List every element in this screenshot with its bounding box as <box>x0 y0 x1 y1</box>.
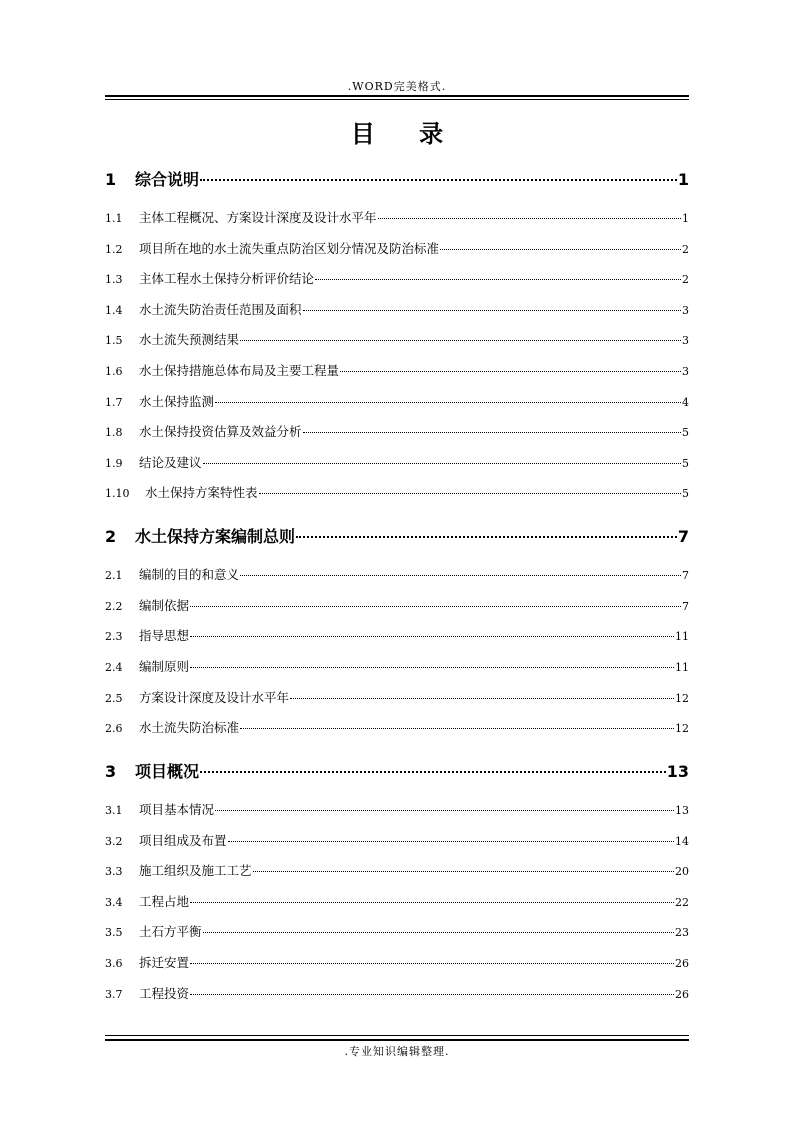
toc-entry-number: 1.5 <box>105 334 123 347</box>
toc-entry-label: 方案设计深度及设计水平年 <box>139 690 290 705</box>
toc-dot-leader <box>296 536 677 538</box>
toc-entry-label: 指导思想 <box>139 628 190 643</box>
toc-entry-label: 工程投资 <box>139 986 190 1001</box>
toc-section-entry[interactable] <box>105 330 689 348</box>
toc-dot-leader <box>215 402 681 403</box>
toc-entry-label: 综合说明 <box>135 170 200 189</box>
toc-entry-label: 水土保持措施总体布局及主要工程量 <box>139 363 340 378</box>
toc-section-entry[interactable] <box>105 984 689 1002</box>
toc-section-entry[interactable] <box>105 300 689 318</box>
toc-entry-number: 3 <box>105 762 117 781</box>
toc-entry-label: 工程占地 <box>139 894 190 909</box>
toc-entry-label: 水土流失防治责任范围及面积 <box>139 302 302 317</box>
toc-dot-leader <box>315 279 681 280</box>
header-rule-thin <box>105 99 689 100</box>
toc-entry-label: 土石方平衡 <box>139 924 202 939</box>
toc-dot-leader <box>228 841 674 842</box>
toc-entry-number: 2 <box>105 527 117 546</box>
toc-entry-label: 结论及建议 <box>139 455 202 470</box>
toc-entry-page-number: 7 <box>682 600 689 613</box>
toc-section-entry[interactable] <box>105 565 689 583</box>
toc-dot-leader <box>200 771 666 773</box>
toc-chapter-entry[interactable] <box>105 167 689 190</box>
toc-entry-number: 3.6 <box>105 957 123 970</box>
toc-section-entry[interactable] <box>105 596 689 614</box>
toc-entry-page-number: 3 <box>682 304 689 317</box>
toc-section-entry[interactable] <box>105 626 689 644</box>
toc-dot-leader <box>190 636 674 637</box>
toc-entry-page-number: 1 <box>677 170 689 189</box>
toc-dot-leader <box>200 179 677 181</box>
toc-section-entry[interactable] <box>105 922 689 940</box>
toc-section-entry[interactable] <box>105 453 689 471</box>
toc-dot-leader <box>240 340 681 341</box>
toc-section-entry[interactable] <box>105 800 689 818</box>
toc-entry-label: 施工组织及施工工艺 <box>139 863 252 878</box>
toc-entry-number: 3.4 <box>105 896 123 909</box>
toc-entry-number: 3.3 <box>105 865 123 878</box>
toc-entry-page-number: 14 <box>675 835 689 848</box>
toc-entry-number: 3.1 <box>105 804 123 817</box>
toc-dot-leader <box>190 902 674 903</box>
toc-entry-label: 主体工程水土保持分析评价结论 <box>139 271 315 286</box>
toc-section-entry[interactable] <box>105 239 689 257</box>
page-header: .WORD完美格式. <box>347 80 447 93</box>
toc-dot-leader <box>190 994 674 995</box>
toc-dot-leader <box>240 575 681 576</box>
toc-entry-page-number: 23 <box>675 926 689 939</box>
toc-entry-label: 水土保持方案编制总则 <box>135 527 296 546</box>
toc-entry-page-number: 3 <box>682 334 689 347</box>
toc-dot-leader <box>290 698 674 699</box>
toc-entry-page-number: 22 <box>675 896 689 909</box>
toc-entry-number: 3.5 <box>105 926 123 939</box>
toc-dot-leader <box>190 963 674 964</box>
footer-rule-thick <box>105 1039 689 1041</box>
toc-section-entry[interactable] <box>105 688 689 706</box>
toc-section-entry[interactable] <box>105 392 689 410</box>
toc-entry-number: 1.7 <box>105 396 123 409</box>
toc-entry-number: 2.3 <box>105 630 123 643</box>
page-footer: .专业知识编辑整理. <box>344 1045 450 1058</box>
header-rule-thick <box>105 95 689 97</box>
toc-section-entry[interactable] <box>105 718 689 736</box>
toc-dot-leader <box>378 218 681 219</box>
toc-entry-page-number: 26 <box>675 957 689 970</box>
toc-dot-leader <box>203 932 674 933</box>
toc-dot-leader <box>190 606 681 607</box>
toc-entry-number: 1.4 <box>105 304 123 317</box>
toc-entry-page-number: 20 <box>675 865 689 878</box>
toc-dot-leader <box>190 667 674 668</box>
toc-entry-number: 2.2 <box>105 600 123 613</box>
toc-section-entry[interactable] <box>105 422 689 440</box>
toc-entry-page-number: 11 <box>675 661 689 674</box>
toc-entry-page-number: 1 <box>682 212 689 225</box>
toc-entry-number: 3.2 <box>105 835 123 848</box>
toc-entry-number: 2.1 <box>105 569 123 582</box>
toc-dot-leader <box>303 310 681 311</box>
toc-entry-label: 主体工程概况、方案设计深度及设计水平年 <box>139 210 377 225</box>
toc-entry-number: 1.1 <box>105 212 123 225</box>
toc-entry-page-number: 5 <box>682 487 689 500</box>
toc-dot-leader <box>240 728 674 729</box>
toc-entry-page-number: 26 <box>675 988 689 1001</box>
toc-entry-page-number: 13 <box>675 804 689 817</box>
toc-dot-leader <box>253 871 674 872</box>
toc-entry-number: 1 <box>105 170 117 189</box>
toc-title: 目 录 <box>350 119 462 148</box>
toc-entry-page-number: 4 <box>682 396 689 409</box>
toc-entry-page-number: 2 <box>682 243 689 256</box>
toc-section-entry[interactable] <box>105 208 689 226</box>
toc-entry-label: 编制原则 <box>139 659 190 674</box>
toc-dot-leader <box>340 371 681 372</box>
toc-entry-label: 水土保持方案特性表 <box>145 485 258 500</box>
toc-dot-leader <box>440 249 681 250</box>
toc-section-entry[interactable] <box>105 953 689 971</box>
toc-entry-page-number: 13 <box>666 762 689 781</box>
toc-entry-number: 2.4 <box>105 661 123 674</box>
toc-entry-label: 拆迁安置 <box>139 955 190 970</box>
toc-section-entry[interactable] <box>105 269 689 287</box>
toc-entry-label: 编制依据 <box>139 598 190 613</box>
toc-entry-page-number: 3 <box>682 365 689 378</box>
toc-entry-label: 项目组成及布置 <box>139 833 227 848</box>
toc-entry-page-number: 7 <box>677 527 689 546</box>
toc-entry-number: 1.10 <box>105 487 130 500</box>
toc-entry-label: 水土保持监测 <box>139 394 215 409</box>
toc-entry-page-number: 11 <box>675 630 689 643</box>
toc-entry-number: 1.3 <box>105 273 123 286</box>
toc-section-entry[interactable] <box>105 361 689 379</box>
toc-entry-page-number: 5 <box>682 457 689 470</box>
toc-section-entry[interactable] <box>105 657 689 675</box>
toc-entry-number: 1.2 <box>105 243 123 256</box>
toc-entry-label: 项目所在地的水土流失重点防治区划分情况及防治标准 <box>139 241 440 256</box>
toc-entry-label: 编制的目的和意义 <box>139 567 240 582</box>
toc-entry-number: 2.6 <box>105 722 123 735</box>
toc-entry-number: 2.5 <box>105 692 123 705</box>
toc-section-entry[interactable] <box>105 831 689 849</box>
toc-entry-label: 水土流失预测结果 <box>139 332 240 347</box>
toc-section-entry[interactable] <box>105 483 689 501</box>
toc-entry-page-number: 2 <box>682 273 689 286</box>
toc-chapter-entry[interactable] <box>105 524 689 547</box>
toc-entry-number: 1.8 <box>105 426 123 439</box>
toc-dot-leader <box>259 493 681 494</box>
toc-entry-number: 3.7 <box>105 988 123 1001</box>
toc-entry-number: 1.9 <box>105 457 123 470</box>
toc-dot-leader <box>303 432 681 433</box>
toc-entry-number: 1.6 <box>105 365 123 378</box>
footer-rule-thin <box>105 1035 689 1036</box>
toc-entry-page-number: 12 <box>675 692 689 705</box>
toc-entry-label: 水土流失防治标准 <box>139 720 240 735</box>
toc-dot-leader <box>215 810 674 811</box>
toc-entry-page-number: 12 <box>675 722 689 735</box>
toc-section-entry[interactable] <box>105 861 689 879</box>
toc-entry-label: 水土保持投资估算及效益分析 <box>139 424 302 439</box>
toc-entry-page-number: 7 <box>682 569 689 582</box>
toc-chapter-entry[interactable] <box>105 759 689 782</box>
toc-entry-label: 项目概况 <box>135 762 200 781</box>
toc-dot-leader <box>203 463 681 464</box>
toc-entry-label: 项目基本情况 <box>139 802 215 817</box>
toc-section-entry[interactable] <box>105 892 689 910</box>
toc-entry-page-number: 5 <box>682 426 689 439</box>
